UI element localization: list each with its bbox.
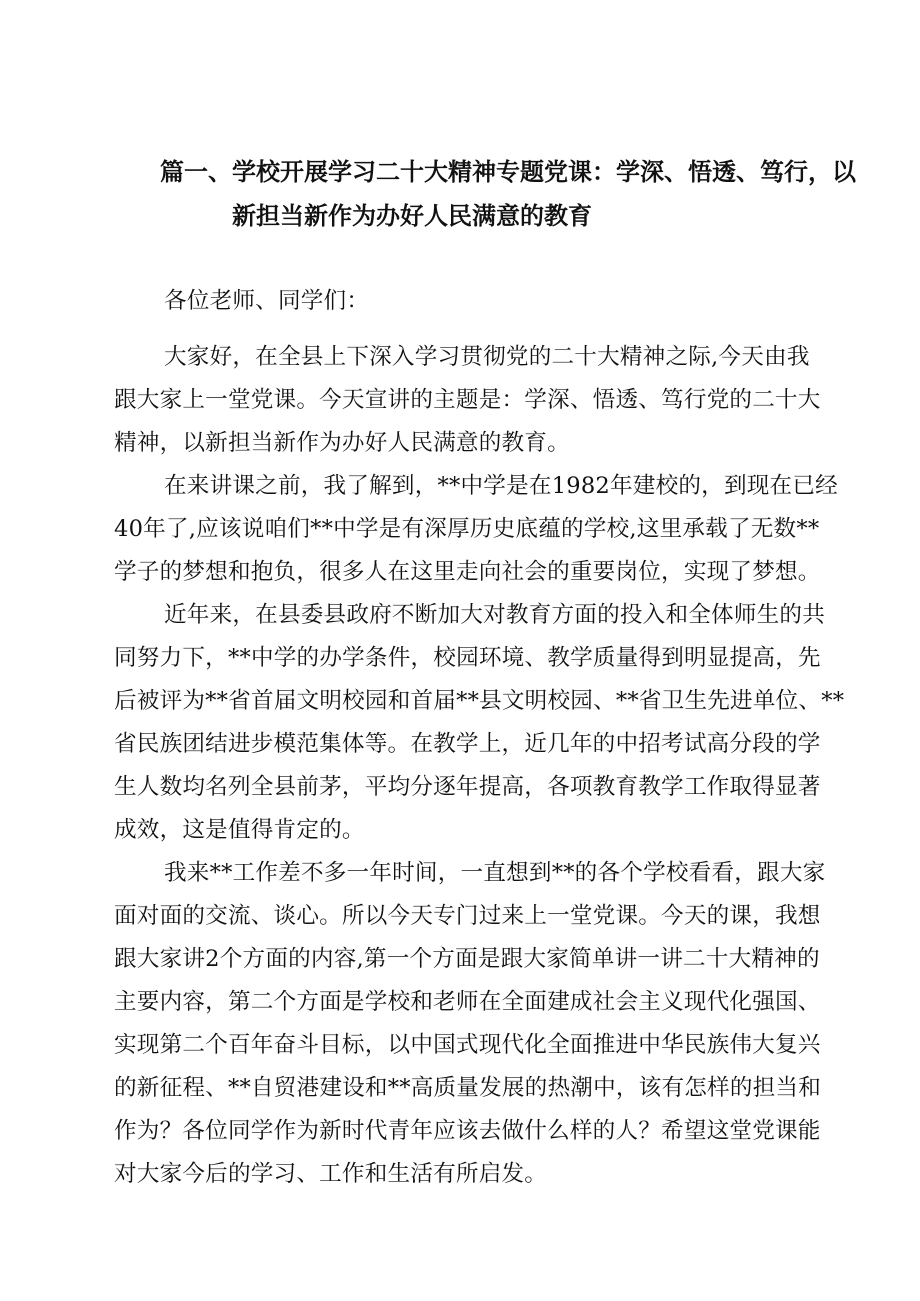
paragraph-line: 后被评为**省首届文明校园和首届**县文明校园、**省卫生先进单位、** xyxy=(114,688,845,714)
paragraph-line: 主要内容，第二个方面是学校和老师在全面建成社会主义现代化强国、 xyxy=(114,989,821,1015)
paragraph-line: 作为？各位同学作为新时代青年应该去做什么样的人？希望这堂党课能 xyxy=(114,1118,821,1144)
paragraph-line: 近年来，在县委县政府不断加大对教育方面的投入和全体师生的共 xyxy=(164,602,826,628)
paragraph-line: 跟大家讲2个方面的内容,第一个方面是跟大家简单讲一讲二十大精神的 xyxy=(114,946,820,972)
paragraph-line: 生人数均名列全县前茅，平均分逐年提高，各项教育教学工作取得显著 xyxy=(114,774,821,800)
paragraph-line: 同努力下，**中学的办学条件，校园环境、教学质量得到明显提高，先 xyxy=(114,645,821,671)
paragraph-line: 实现第二个百年奋斗目标，以中国式现代化全面推进中华民族伟大复兴 xyxy=(114,1032,821,1058)
paragraph-line: 学子的梦想和抱负，很多人在这里走向社会的重要岗位，实现了梦想。 xyxy=(114,559,821,585)
paragraph-line: 精神，以新担当新作为办好人民满意的教育。 xyxy=(114,430,570,456)
salutation: 各位老师、同学们： xyxy=(164,288,370,314)
paragraph-line: 成效，这是值得肯定的。 xyxy=(114,817,365,843)
paragraph-line: 的新征程、**自贸港建设和**高质量发展的热潮中，该有怎样的担当和 xyxy=(114,1075,822,1101)
document-title-line-2: 新担当新作为办好人民满意的教育 xyxy=(232,202,592,230)
paragraph-line: 跟大家上一堂党课。今天宣讲的主题是：学深、悟透、笃行党的二十大 xyxy=(114,387,821,413)
paragraph-line: 面对面的交流、谈心。所以今天专门过来上一堂党课。今天的课，我想 xyxy=(114,903,821,929)
paragraph-line: 在来讲课之前，我了解到，**中学是在1982年建校的，到现在已经 xyxy=(164,473,838,499)
paragraph-line: 我来**工作差不多一年时间，一直想到**的各个学校看看，跟大家 xyxy=(164,860,826,886)
document-title-line-1: 篇一、学校开展学习二十大精神专题党课：学深、悟透、笃行，以 xyxy=(160,158,856,186)
paragraph-line: 对大家今后的学习、工作和生活有所启发。 xyxy=(114,1161,548,1187)
paragraph-line: 大家好，在全县上下深入学习贯彻党的二十大精神之际,今天由我 xyxy=(164,344,810,370)
paragraph-line: 省民族团结进步模范集体等。在教学上，近几年的中招考试高分段的学 xyxy=(114,731,821,757)
paragraph-line: 40年了,应该说咱们**中学是有深厚历史底蕴的学校,这里承载了无数** xyxy=(114,516,820,542)
